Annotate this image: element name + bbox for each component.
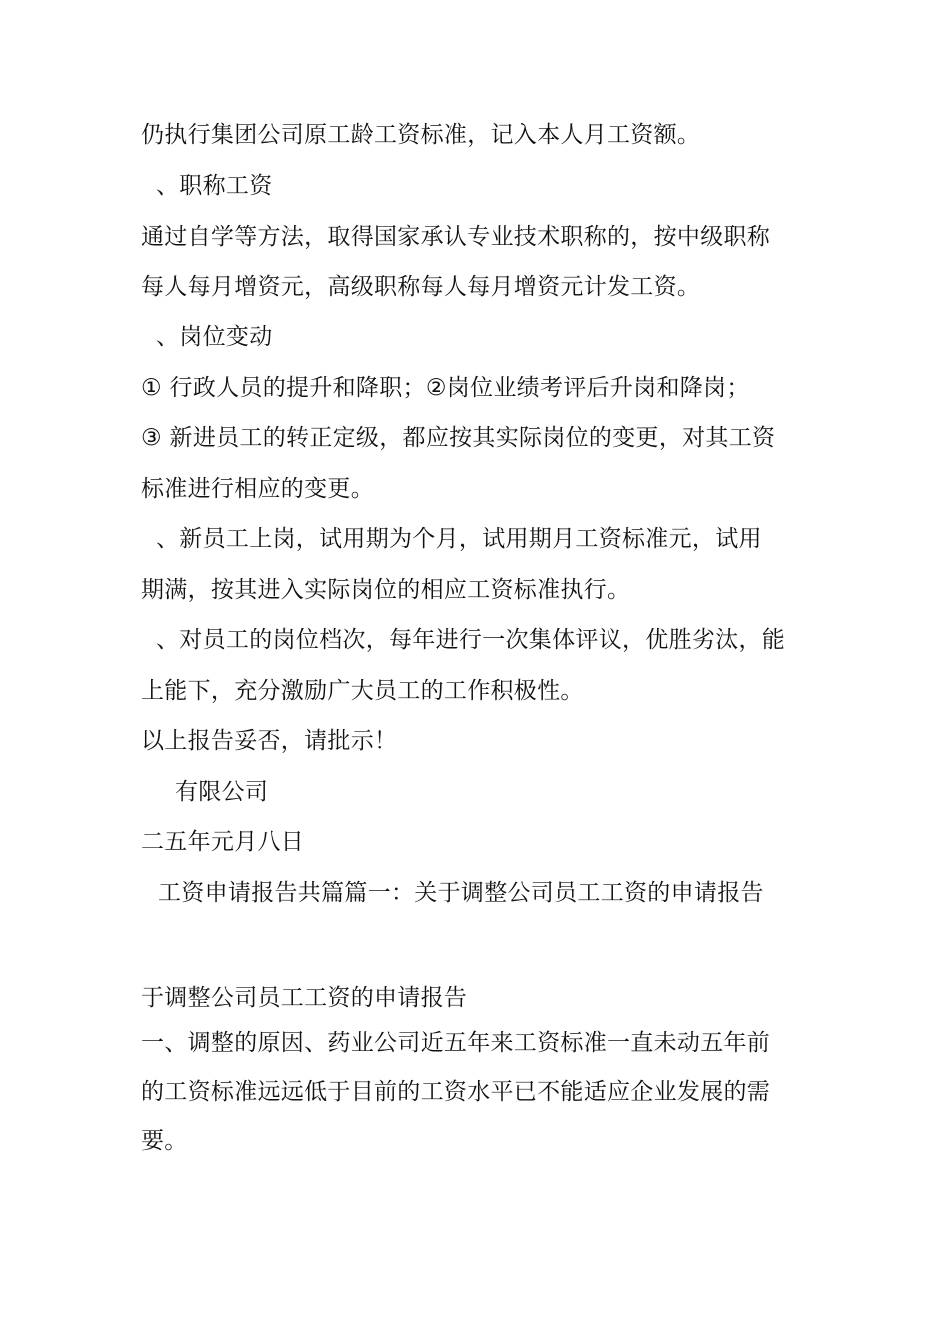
section-heading: 、岗位变动 [156, 324, 273, 350]
text-line: 要。 [141, 1128, 188, 1154]
text-line: 上能下，充分激励广大员工的工作积极性。 [141, 678, 584, 704]
text-line: 、新员工上岗，试用期为个月，试用期月工资标准元，试用 [156, 526, 762, 552]
text-line: 每人每月增资元，高级职称每人每月增资元计发工资。 [141, 274, 701, 300]
report-title: 于调整公司员工工资的申请报告 [141, 985, 468, 1011]
text-line: ③ 新进员工的转正定级，都应按其实际岗位的变更，对其工资 [141, 425, 776, 451]
section-heading: 、职称工资 [156, 173, 273, 199]
text-line: 的工资标准远远低于目前的工资水平已不能适应企业发展的需 [141, 1079, 771, 1105]
text-line: 期满，按其进入实际岗位的相应工资标准执行。 [141, 577, 631, 603]
text-line: 、对员工的岗位档次，每年进行一次集体评议，优胜劣汰，能 [156, 627, 786, 653]
text-line: 一、调整的原因、药业公司近五年来工资标准一直未动五年前 [141, 1030, 771, 1056]
text-line: ① 行政人员的提升和降职；②岗位业绩考评后升岗和降岗； [141, 375, 750, 401]
text-line: 通过自学等方法，取得国家承认专业技术职称的，按中级职称 [141, 224, 771, 250]
text-line: 以上报告妥否，请批示！ [141, 728, 398, 754]
company-signature: 有限公司 [175, 779, 269, 805]
date-line: 二五年元月八日 [141, 829, 305, 855]
article-title: 工资申请报告共篇篇一：关于调整公司员工工资的申请报告 [158, 880, 764, 906]
text-line: 仍执行集团公司原工龄工资标准，记入本人月工资额。 [141, 122, 701, 148]
text-line: 标准进行相应的变更。 [141, 476, 374, 502]
